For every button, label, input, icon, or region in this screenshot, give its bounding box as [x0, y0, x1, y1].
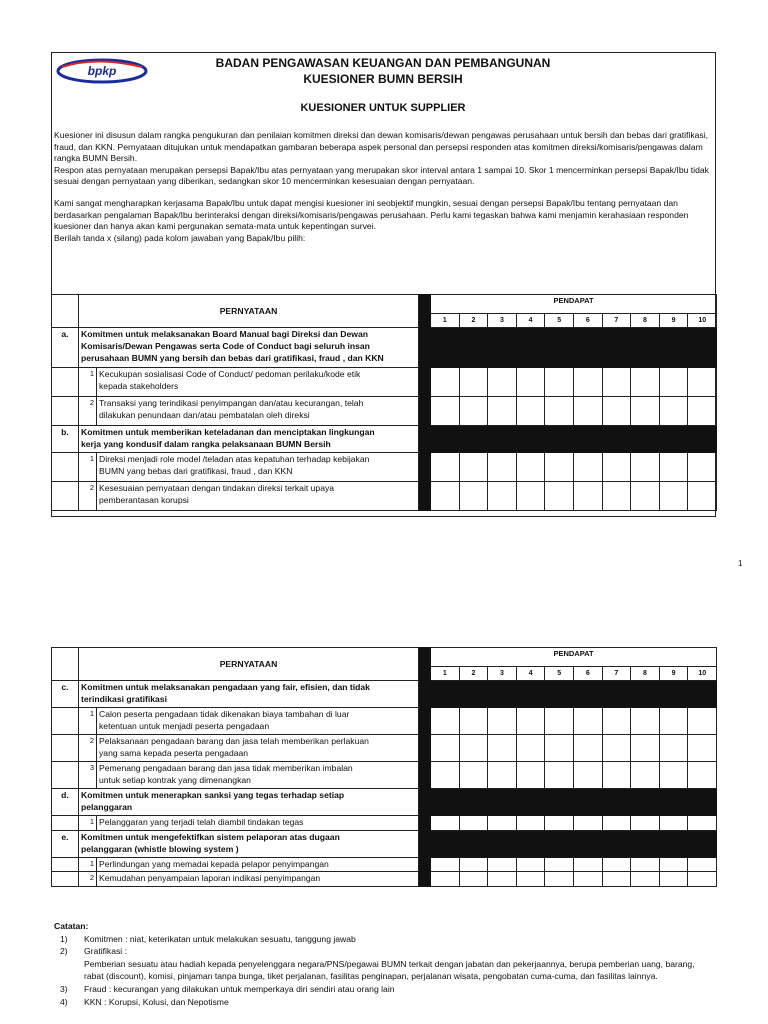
- answer-cell-7[interactable]: [602, 872, 631, 887]
- answer-cell-10[interactable]: [688, 857, 717, 872]
- answer-cell-3[interactable]: [488, 481, 517, 510]
- answer-cell-6[interactable]: [573, 452, 602, 481]
- separator-cell: [419, 481, 431, 510]
- item-row: [52, 396, 717, 425]
- answer-cell-3[interactable]: [488, 857, 517, 872]
- separator-cell: [419, 762, 431, 789]
- section-letter: d.: [52, 789, 79, 816]
- page-number: 1: [738, 559, 743, 568]
- separator-cell: [419, 735, 431, 762]
- separator-cell: [419, 872, 431, 887]
- answer-cell-4[interactable]: [516, 367, 545, 396]
- item-row: [52, 872, 717, 887]
- notes-title: Catatan:: [54, 921, 89, 931]
- section-row: [52, 681, 717, 708]
- note-item: [54, 945, 714, 983]
- item-row: [52, 735, 717, 762]
- note-text: Komitmen : niat, keterikatan untuk melakukan sesuatu, tanggung jawab: [84, 933, 356, 944]
- section-title: Komitmen untuk melaksanakan Board Manual bagi Direksi dan Dewan Komisaris/Dewan Pengawas serta Code of Conduct bagi seluruh insan perusahaan BUMN yang bersih dan bebas dari gratifikasi, fraud , dan KKN: [79, 328, 419, 368]
- answer-cell-1[interactable]: [431, 708, 460, 735]
- note-number: 3): [60, 983, 68, 994]
- answer-cell-8[interactable]: [631, 816, 660, 831]
- answer-cell-8[interactable]: [631, 762, 660, 789]
- answer-cell-1[interactable]: [431, 762, 460, 789]
- answer-cell-9[interactable]: [659, 481, 688, 510]
- score-header-1: 1: [431, 314, 460, 328]
- item-text: Direksi menjadi role model /teladan atas kepatuhan terhadap kebijakan BUMN yang bebas dari gratifikasi, fraud , dan KKN: [97, 452, 419, 481]
- answer-cell-2[interactable]: [459, 816, 488, 831]
- item-row: [52, 816, 717, 831]
- item-text: Kecukupan sosialisasi Code of Conduct/ pedoman perilaku/kode etik kepada stakeholders: [97, 367, 419, 396]
- section-letter: a.: [52, 328, 79, 368]
- answer-cell-2[interactable]: [459, 452, 488, 481]
- answer-cell-6[interactable]: [573, 816, 602, 831]
- answer-cell-2[interactable]: [459, 481, 488, 510]
- answer-cell-3[interactable]: [488, 735, 517, 762]
- answer-cell-3[interactable]: [488, 708, 517, 735]
- answer-cell-5[interactable]: [545, 857, 574, 872]
- answer-cell-8[interactable]: [631, 396, 660, 425]
- answer-cell-2[interactable]: [459, 762, 488, 789]
- score-header-9: 9: [659, 314, 688, 328]
- section-row: [52, 789, 717, 816]
- answer-cell-4[interactable]: [516, 708, 545, 735]
- answer-cell-5[interactable]: [545, 762, 574, 789]
- answer-cell-1[interactable]: [431, 816, 460, 831]
- item-row: [52, 708, 717, 735]
- answer-cell-8[interactable]: [631, 452, 660, 481]
- section-title: Komitmen untuk melaksanakan pengadaan yang fair, efisien, dan tidak terindikasi gratifikasi: [79, 681, 419, 708]
- item-blank-cell: [52, 857, 79, 872]
- answer-cell-1[interactable]: [431, 857, 460, 872]
- score-header-10: 10: [688, 667, 717, 681]
- answer-cell-4[interactable]: [516, 762, 545, 789]
- answer-cell-9[interactable]: [659, 708, 688, 735]
- section-letter: c.: [52, 681, 79, 708]
- answer-cell-7[interactable]: [602, 708, 631, 735]
- item-blank-cell: [52, 481, 79, 510]
- answer-cell-3[interactable]: [488, 367, 517, 396]
- questionnaire-table-2: [51, 647, 717, 887]
- score-header-1: 1: [431, 667, 460, 681]
- answer-cell-4[interactable]: [516, 481, 545, 510]
- answer-cell-10[interactable]: [688, 735, 717, 762]
- answer-cell-6[interactable]: [573, 481, 602, 510]
- item-text: Kesesuaian pernyataan dengan tindakan direksi terkait upaya pemberantasan korupsi: [97, 481, 419, 510]
- answer-cell-4[interactable]: [516, 872, 545, 887]
- answer-cell-6[interactable]: [573, 367, 602, 396]
- item-blank-cell: [52, 367, 79, 396]
- item-number: 1: [79, 367, 97, 396]
- answer-cell-3[interactable]: [488, 762, 517, 789]
- section-title: Komitmen untuk mengefektifkan sistem pelaporan atas dugaan pelanggaran (whistle blowing system ): [79, 830, 419, 857]
- org-name: BADAN PENGAWASAN KEUANGAN DAN PEMBANGUNAN: [215, 56, 551, 70]
- item-number: 1: [79, 452, 97, 481]
- item-blank-cell: [52, 816, 79, 831]
- item-blank-cell: [52, 735, 79, 762]
- score-header-10: 10: [688, 314, 717, 328]
- answer-cell-2[interactable]: [459, 367, 488, 396]
- item-blank-cell: [52, 872, 79, 887]
- header-row: [52, 648, 717, 667]
- note-item: [54, 983, 714, 996]
- section-dark-band: [419, 830, 717, 857]
- separator-cell: [419, 396, 431, 425]
- note-text: KKN : Korupsi, Kolusi, dan Nepotisme: [84, 996, 229, 1007]
- note-item: [54, 996, 714, 1009]
- item-number: 2: [79, 735, 97, 762]
- answer-cell-2[interactable]: [459, 735, 488, 762]
- note-text: Fraud : kecurangan yang dilakukan untuk memperkaya diri sendiri atau orang lain: [84, 983, 395, 994]
- item-number: 2: [79, 396, 97, 425]
- statement-header: PERNYATAAN: [79, 295, 419, 328]
- score-header-7: 7: [602, 667, 631, 681]
- answer-cell-10[interactable]: [688, 708, 717, 735]
- item-blank-cell: [52, 396, 79, 425]
- item-row: [52, 452, 717, 481]
- answer-cell-1[interactable]: [431, 452, 460, 481]
- answer-cell-8[interactable]: [631, 735, 660, 762]
- answer-cell-5[interactable]: [545, 872, 574, 887]
- note-number: 1): [60, 933, 68, 944]
- answer-cell-9[interactable]: [659, 872, 688, 887]
- section-dark-band: [419, 425, 717, 452]
- separator-cell: [419, 816, 431, 831]
- score-header-7: 7: [602, 314, 631, 328]
- answer-cell-8[interactable]: [631, 481, 660, 510]
- answer-cell-7[interactable]: [602, 816, 631, 831]
- item-text: Calon peserta pengadaan tidak dikenakan biaya tambahan di luar ketentuan untuk menjadi peserta pengadaan: [97, 708, 419, 735]
- answer-cell-1[interactable]: [431, 396, 460, 425]
- answer-cell-3[interactable]: [488, 872, 517, 887]
- answer-cell-7[interactable]: [602, 481, 631, 510]
- bpkp-logo: [56, 58, 148, 84]
- answer-cell-7[interactable]: [602, 367, 631, 396]
- header-blank-cell: [52, 295, 79, 328]
- item-number: 1: [79, 857, 97, 872]
- answer-cell-8[interactable]: [631, 708, 660, 735]
- note-item: [54, 933, 714, 946]
- answer-cell-5[interactable]: [545, 816, 574, 831]
- score-header-3: 3: [488, 667, 517, 681]
- separator-cell: [419, 708, 431, 735]
- svg-text:bpkp: bpkp: [87, 64, 117, 78]
- notes-block: [54, 920, 714, 1008]
- separator-column: [419, 648, 431, 681]
- score-header-6: 6: [573, 314, 602, 328]
- answer-cell-1[interactable]: [431, 872, 460, 887]
- opinion-header: PENDAPAT: [431, 295, 717, 314]
- section-dark-band: [419, 681, 717, 708]
- section-dark-band: [419, 789, 717, 816]
- item-row: [52, 367, 717, 396]
- section-title: Komitmen untuk menerapkan sanksi yang tegas terhadap setiap pelanggaran: [79, 789, 419, 816]
- item-row: [52, 481, 717, 510]
- answer-cell-6[interactable]: [573, 396, 602, 425]
- separator-column: [419, 295, 431, 328]
- answer-cell-5[interactable]: [545, 708, 574, 735]
- answer-cell-6[interactable]: [573, 708, 602, 735]
- score-header-4: 4: [516, 667, 545, 681]
- answer-cell-7[interactable]: [602, 396, 631, 425]
- item-text: Transaksi yang terindikasi penyimpangan dan/atau kecurangan, telah dilakukan penundaan dan/atau pembatalan oleh direksi: [97, 396, 419, 425]
- answer-cell-8[interactable]: [631, 367, 660, 396]
- intro-p2: Respon atas pernyataan merupakan persepsi Bapak/Ibu atas pernyataan yang merupakan skor interval antara 1 sampai 10. Skor 1 mencerminkan persepsi Bapak/Ibu tidak sesuai dengan pernyataan yang diberikan, sedangkan skor 10 mencerminkan kesesuaian dengan pernyataan.: [54, 164, 709, 187]
- item-text: Perlindungan yang memadai kepada pelapor penyimpangan: [97, 857, 419, 872]
- questionnaire-subtitle: KUESIONER UNTUK SUPPLIER: [300, 102, 466, 114]
- answer-cell-2[interactable]: [459, 396, 488, 425]
- note-text: Gratifikasi : Pemberian sesuatu atau hadiah kepada penyelenggara negara/PNS/pegawai BUMN terkait dengan jabatan dan pekerjaannya, berupa pemberian uang, barang, rabat (discount), komisi, pinjaman tanpa bunga, tiket perjalanan, fasilitas penginapan, perjalanan wisata, pengobatan cuma-cuma, dan fasilitas lainnya.: [84, 946, 695, 982]
- separator-cell: [419, 367, 431, 396]
- answer-cell-9[interactable]: [659, 367, 688, 396]
- answer-cell-5[interactable]: [545, 396, 574, 425]
- score-header-9: 9: [659, 667, 688, 681]
- answer-cell-10[interactable]: [688, 872, 717, 887]
- item-row: [52, 857, 717, 872]
- answer-cell-3[interactable]: [488, 452, 517, 481]
- separator-cell: [419, 857, 431, 872]
- answer-cell-7[interactable]: [602, 762, 631, 789]
- section-letter: b.: [52, 425, 79, 452]
- answer-cell-5[interactable]: [545, 452, 574, 481]
- answer-cell-1[interactable]: [431, 735, 460, 762]
- item-blank-cell: [52, 762, 79, 789]
- score-header-5: 5: [545, 314, 574, 328]
- item-number: 2: [79, 872, 97, 887]
- intro-text: [54, 130, 714, 254]
- item-row: [52, 762, 717, 789]
- answer-cell-1[interactable]: [431, 481, 460, 510]
- header-row: [52, 295, 717, 314]
- header-blank-cell: [52, 648, 79, 681]
- item-number: 1: [79, 708, 97, 735]
- answer-cell-9[interactable]: [659, 762, 688, 789]
- item-text: Pemenang pengadaan barang dan jasa tidak memberikan imbalan untuk setiap kontrak yang dimenangkan: [97, 762, 419, 789]
- section-row: [52, 830, 717, 857]
- answer-cell-7[interactable]: [602, 735, 631, 762]
- answer-cell-8[interactable]: [631, 872, 660, 887]
- answer-cell-2[interactable]: [459, 708, 488, 735]
- answer-cell-6[interactable]: [573, 735, 602, 762]
- item-blank-cell: [52, 452, 79, 481]
- answer-cell-9[interactable]: [659, 857, 688, 872]
- answer-cell-3[interactable]: [488, 816, 517, 831]
- item-text: Pelaksanaan pengadaan barang dan jasa telah memberikan perlakuan yang sama kepada peserta pengadaan: [97, 735, 419, 762]
- answer-cell-6[interactable]: [573, 872, 602, 887]
- questionnaire-table-1: [51, 294, 717, 511]
- answer-cell-6[interactable]: [573, 762, 602, 789]
- answer-cell-10[interactable]: [688, 367, 717, 396]
- item-text: Pelanggaran yang terjadi telah diambil tindakan tegas: [97, 816, 419, 831]
- score-header-5: 5: [545, 667, 574, 681]
- answer-cell-2[interactable]: [459, 872, 488, 887]
- score-header-2: 2: [459, 667, 488, 681]
- answer-cell-4[interactable]: [516, 857, 545, 872]
- opinion-header: PENDAPAT: [431, 648, 717, 667]
- item-number: 2: [79, 481, 97, 510]
- answer-cell-4[interactable]: [516, 816, 545, 831]
- answer-cell-10[interactable]: [688, 762, 717, 789]
- answer-cell-7[interactable]: [602, 857, 631, 872]
- answer-cell-6[interactable]: [573, 857, 602, 872]
- intro-p4: Berilah tanda x (silang) pada kolom jawaban yang Bapak/Ibu pilih:: [54, 232, 306, 243]
- answer-cell-4[interactable]: [516, 452, 545, 481]
- item-number: 1: [79, 816, 97, 831]
- header-block: [150, 55, 616, 87]
- answer-cell-7[interactable]: [602, 452, 631, 481]
- separator-cell: [419, 452, 431, 481]
- answer-cell-10[interactable]: [688, 396, 717, 425]
- answer-cell-2[interactable]: [459, 857, 488, 872]
- answer-cell-4[interactable]: [516, 396, 545, 425]
- answer-cell-9[interactable]: [659, 735, 688, 762]
- section-row: [52, 425, 717, 452]
- answer-cell-1[interactable]: [431, 367, 460, 396]
- score-header-2: 2: [459, 314, 488, 328]
- statement-header: PERNYATAAN: [79, 648, 419, 681]
- answer-cell-5[interactable]: [545, 367, 574, 396]
- answer-cell-10[interactable]: [688, 452, 717, 481]
- answer-cell-3[interactable]: [488, 396, 517, 425]
- answer-cell-9[interactable]: [659, 816, 688, 831]
- answer-cell-10[interactable]: [688, 481, 717, 510]
- answer-cell-4[interactable]: [516, 735, 545, 762]
- score-header-6: 6: [573, 667, 602, 681]
- item-number: 3: [79, 762, 97, 789]
- score-header-4: 4: [516, 314, 545, 328]
- item-blank-cell: [52, 708, 79, 735]
- note-number: 2): [60, 946, 68, 957]
- questionnaire-title: KUESIONER BUMN BERSIH: [303, 72, 463, 86]
- answer-cell-9[interactable]: [659, 396, 688, 425]
- answer-cell-5[interactable]: [545, 481, 574, 510]
- score-header-8: 8: [631, 314, 660, 328]
- notes-list: [54, 933, 714, 1009]
- section-title: Komitmen untuk memberikan keteladanan dan menciptakan lingkungan kerja yang kondusif dalam rangka pelaksanaan BUMN Bersih: [79, 425, 419, 452]
- intro-p1: Kuesioner ini disusun dalam rangka pengukuran dan penilaian komitmen direksi dan dewan komisaris/dewan pengawas perusahaan untuk bersih dan bebas dari gratifikasi, fraud, dan KKN. Pernyataan ditujukan untuk mendapatkan gambaran beberapa aspek personal dan persepsi responden atas komitmen direksi/komisaris/pengawas dalam rangka BUMN Bersih.: [54, 130, 709, 164]
- score-header-3: 3: [488, 314, 517, 328]
- answer-cell-9[interactable]: [659, 452, 688, 481]
- answer-cell-5[interactable]: [545, 735, 574, 762]
- answer-cell-10[interactable]: [688, 816, 717, 831]
- section-row: [52, 328, 717, 368]
- section-dark-band: [419, 328, 717, 368]
- section-letter: e.: [52, 830, 79, 857]
- item-text: Kemudahan penyampaian laporan indikasi penyimpangan: [97, 872, 419, 887]
- score-header-8: 8: [631, 667, 660, 681]
- answer-cell-8[interactable]: [631, 857, 660, 872]
- note-number: 4): [60, 996, 68, 1007]
- intro-p3: Kami sangat mengharapkan kerjasama Bapak/Ibu untuk dapat mengisi kuesioner ini seobjektif mungkin, sesuai dengan persepsi Bapak/Ibu tentang pernyataan dan berdasarkan pengalaman Bapak/Ibu berinteraksi dengan direksi/komisaris/pengawas perusahaan. Perlu kami tegaskan bahwa kami menjamin kerahasiaan responden kuesioner dan hanya akan kami pergunakan semata-mata untuk kepentingan survei.: [54, 197, 689, 232]
